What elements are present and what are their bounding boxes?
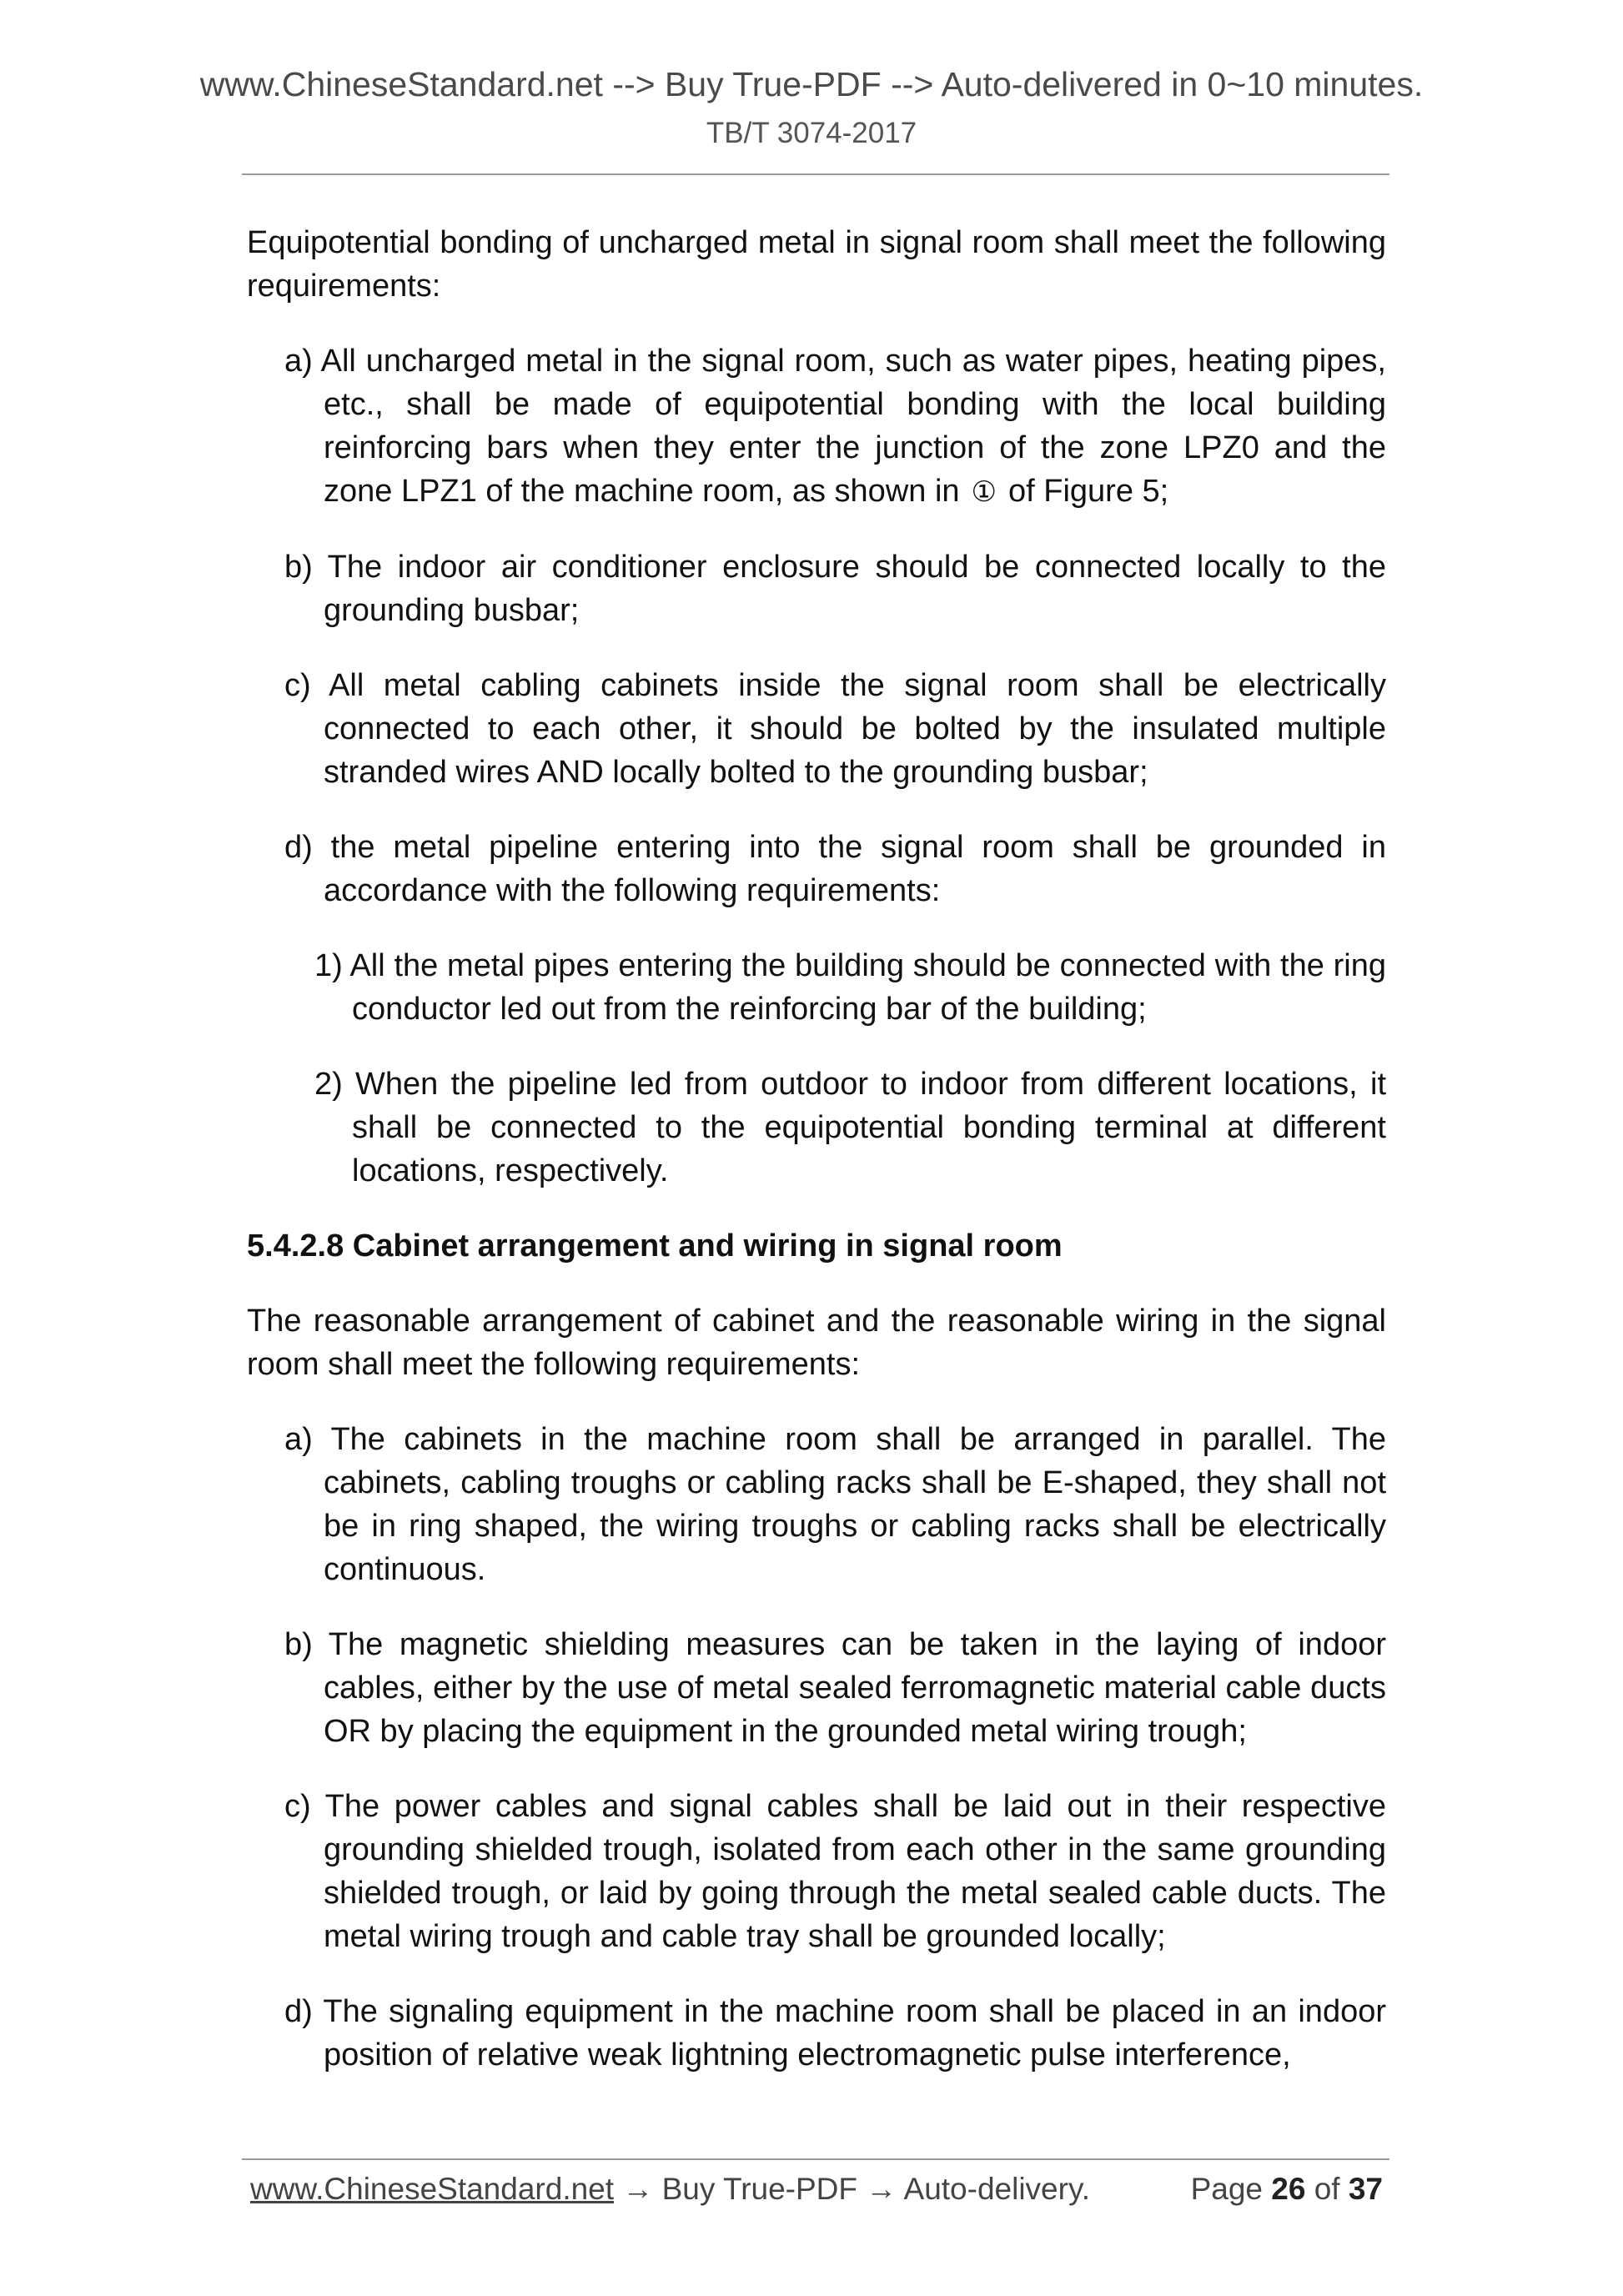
footer-site-link[interactable]: www.ChineseStandard.net — [250, 2172, 615, 2206]
section-heading: 5.4.2.8 Cabinet arrangement and wiring in signal room — [247, 1228, 1063, 1264]
footer-divider — [242, 2158, 1389, 2160]
bonding-item-d: d) the metal pipeline entering into the signal room shall be grounded in accordance with the following requirements: — [284, 830, 1386, 908]
page-total: 37 — [1348, 2172, 1383, 2206]
header-divider — [242, 173, 1389, 175]
standard-code: TB/T 3074-2017 — [706, 117, 917, 149]
page-current: 26 — [1271, 2172, 1306, 2206]
document-body — [247, 221, 1386, 2108]
bonding-subitem-1: 1) All the metal pipes entering the building should be connected with the ring conductor led out from the reinforcing bar of the building; — [314, 948, 1386, 1027]
page-label: Page — [1190, 2172, 1263, 2206]
header-banner: www.ChineseStandard.net --> Buy True-PDF --> Auto-delivered in 0~10 minutes. — [199, 65, 1424, 103]
bonding-item-b: b) The indoor air conditioner enclosure should be connected locally to the grounding busbar; — [284, 550, 1386, 628]
cabinet-item-b: b) The magnetic shielding measures can be taken in the laying of indoor cables, either by the use of metal sealed ferromagnetic material cable ducts OR by placing the equipment in the grounded metal wiring trough; — [284, 1627, 1386, 1749]
page-of-label: of — [1314, 2172, 1340, 2206]
bonding-subitem-2: 2) When the pipeline led from outdoor to indoor from different locations, it shall be connected to the equipotential bonding terminal at different locations, respectively. — [314, 1067, 1386, 1188]
bonding-item-a-tail: of Figure 5; — [1008, 474, 1169, 509]
bonding-item-c: c) All metal cabling cabinets inside the signal room shall be electrically connected to each other, it should be bolted by the insulated multiple stranded wires AND locally bolted to the grounding busbar; — [284, 668, 1386, 790]
circled-one-symbol: ① — [971, 475, 997, 509]
bonding-item-a — [247, 339, 1386, 514]
bonding-item-a-text: a) All uncharged metal in the signal room, such as water pipes, heating pipes, etc., shall be made of equipotential bonding with the local building reinforcing bars when they enter the junction of the zone LPZ0 and the zone LPZ1 of the machine room, as shown in — [284, 344, 1386, 509]
footer-tagline: → Buy True-PDF → Auto-delivery. — [622, 2172, 1090, 2206]
footer-left — [250, 2172, 1090, 2207]
cabinet-item-a: a) The cabinets in the machine room shall be arranged in parallel. The cabinets, cabling troughs or cabling racks shall be E-shaped, they shall not be in ring shaped, the wiring troughs or cabling racks shall be electrically continuous. — [284, 1422, 1386, 1587]
bonding-intro: Equipotential bonding of uncharged metal in signal room shall meet the following requirements: — [247, 225, 1386, 304]
cabinet-intro: The reasonable arrangement of cabinet and the reasonable wiring in the signal room shall meet the following requirements: — [247, 1304, 1386, 1382]
cabinet-item-d: d) The signaling equipment in the machine room shall be placed in an indoor position of relative weak lightning electromagnetic pulse interference, — [284, 1994, 1386, 2072]
page-number — [1191, 2172, 1383, 2207]
cabinet-item-c: c) The power cables and signal cables shall be laid out in their respective grounding shielded trough, isolated from each other in the same grounding shielded trough, or laid by going through the metal sealed cable ducts. The metal wiring trough and cable tray shall be grounded locally; — [284, 1789, 1386, 1954]
